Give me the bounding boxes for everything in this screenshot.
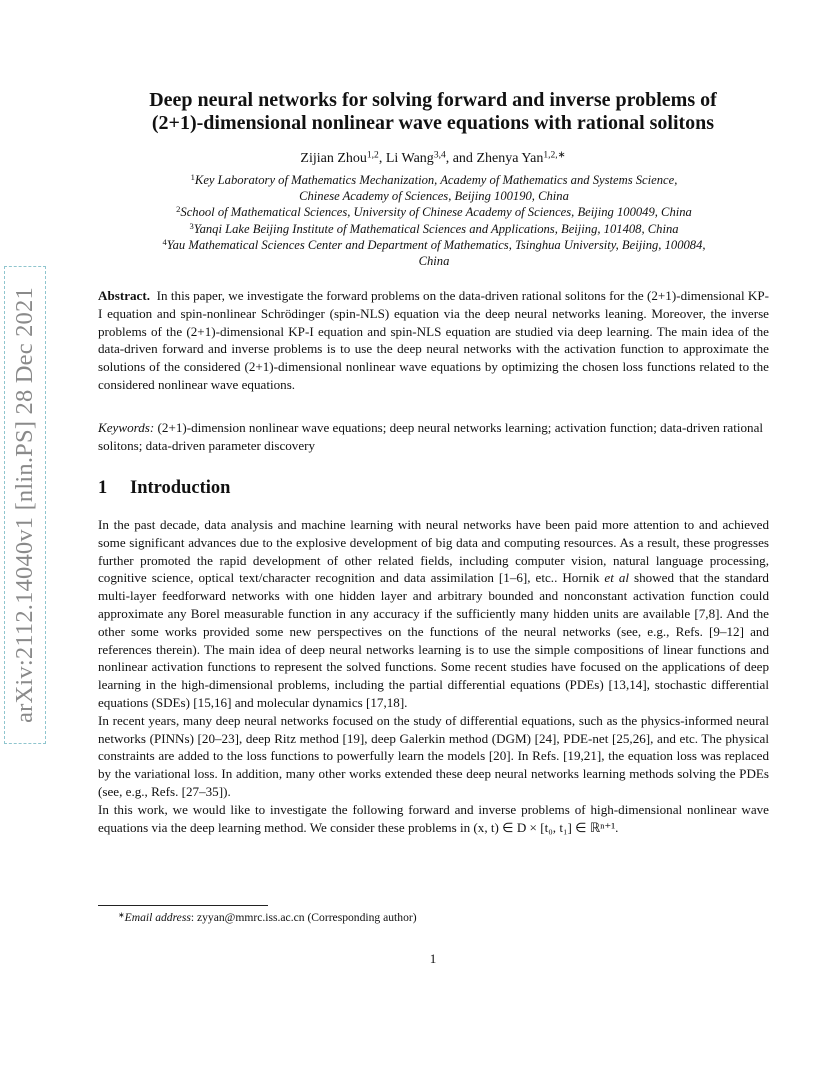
author-name: Zijian Zhou bbox=[300, 151, 367, 166]
affiliation-line bbox=[116, 188, 752, 204]
section-heading bbox=[98, 478, 230, 499]
abstract-text: In this paper, we investigate the forward problems on the data-driven rational solitons for the (2+1)-dimensional KP-I equation and spin-nonlinear Schrödinger (spin-NLS) equation via the deep neural networks leaning. Moreover, the inverse problems of the (2+1)-dimensional KP-I equation and spin-NLS equation are studied via deep learning. The main idea of the data-driven forward and inverse problems is to use the deep neural networks with the activation function to approximate the solutions of the considered (2+1)-dimensional nonlinear wave equations by optimizing the chosen loss functions related to the considered nonlinear wave equations. bbox=[98, 288, 770, 392]
paragraph-text: In this work, we would like to investigate the following forward and inverse problems of high-dimensional nonlinear wave equations via the deep learning method. We consider these problems in bbox=[98, 801, 769, 835]
affiliation-text: School of Mathematical Sciences, University of Chinese Academy of Sciences, Beijing 100049, China bbox=[180, 205, 692, 220]
section-number: 1 bbox=[98, 478, 108, 498]
author-affil-mark: 1,2,∗ bbox=[543, 150, 566, 161]
paragraph-text: showed that the standard multi-layer feedforward networks with one hidden layer and arbitrary bounded and nonconstant activation function could approximate any Borel measurable function in any accuracy if the sufficiently many hidden units are available [7,8]. And the other some works provided some new perspectives on the functions of the neural networks (see, e.g., Refs. [9–12] and references therein). The main idea of deep neural networks learning is to use the simple compositions of linear functions and nonlinear activation functions to represent the solved functions. Some recent studies have focused on the applications of deep learning in the high-dimensional problems, including the partial differential equations (PDEs) [13,14], stochastic differential equations (SDEs) [15,16] and molecular dynamics [17,18]. bbox=[98, 570, 769, 710]
paragraph-emphasis: et al bbox=[604, 570, 630, 586]
keywords-text: (2+1)-dimension nonlinear wave equations; deep neural networks learning; activation function; data-driven rational solitons; data-driven parameter discovery bbox=[98, 420, 764, 453]
author-name: Zhenya Yan bbox=[476, 151, 544, 166]
author-name: Li Wang bbox=[385, 151, 434, 166]
affiliation-number: 3 bbox=[189, 220, 194, 231]
author-separator: , and bbox=[445, 151, 477, 166]
paragraph-text: In the past decade, data analysis and machine learning with neural networks have been paid more attention to and achieved some significant advances due to the explosive development of big data and computing resources. As a result, these progresses further promoted the rapid development of other related fields, including computer vision, natural language processing, cognitive science, optical text/character recognition and data assimilation [1–6], etc.. Hornik bbox=[98, 517, 769, 586]
footnote-rule bbox=[98, 905, 268, 906]
arxiv-sidebar bbox=[4, 266, 46, 744]
affiliation-number: 2 bbox=[176, 204, 181, 215]
author-affil-mark: 3,4 bbox=[433, 150, 446, 161]
author-affil-mark: 1,2 bbox=[366, 150, 379, 161]
section-title: Introduction bbox=[130, 478, 231, 498]
title-line-1: Deep neural networks for solving forward and inverse problems of bbox=[149, 89, 717, 111]
affiliations bbox=[116, 172, 752, 269]
affiliation-line bbox=[116, 221, 752, 237]
paragraph bbox=[98, 801, 769, 837]
author-list bbox=[90, 150, 776, 168]
affiliation-number: 1 bbox=[190, 172, 195, 183]
footnote-text: : zyyan@mmrc.iss.ac.cn (Corresponding author) bbox=[190, 911, 417, 924]
keywords bbox=[98, 419, 769, 455]
paragraph: In recent years, many deep neural networks focused on the study of differential equations, such as the physics-informed neural networks (PINNs) [20–23], deep Ritz method [19], deep Galerkin method (DGM) [24], PDE-net [25,26], and etc. The physical constraints are added to the loss functions to powerfully learn the models [20]. In Refs. [19,21], the equation loss was replaced by the variational loss. In addition, many other works extended these deep neural networks learning methods solving the PDEs (see, e.g., Refs. [27–35]). bbox=[98, 712, 769, 799]
affiliation-line bbox=[116, 237, 752, 253]
abstract bbox=[98, 287, 769, 394]
affiliation-text: Key Laboratory of Mathematics Mechanization, Academy of Mathematics and Systems Science, bbox=[194, 173, 678, 187]
inline-math: (x, t) ∈ D × [t₀, t₁] ∈ ℝⁿ⁺¹ bbox=[473, 819, 616, 835]
page-number: 1 bbox=[429, 951, 437, 966]
paragraph bbox=[98, 516, 769, 712]
affiliation-line bbox=[116, 253, 752, 269]
paper-title bbox=[90, 89, 776, 135]
arxiv-identifier[interactable]: arXiv:2112.14040v1 [nlin.PS] 28 Dec 2021 bbox=[11, 287, 38, 723]
affiliation-text: Yau Mathematical Sciences Center and Department of Mathematics, Tsinghua University, Beijing, 100084, bbox=[166, 237, 706, 252]
footnote-mark: ∗ bbox=[118, 910, 125, 920]
title-line-2: (2+1)-dimensional nonlinear wave equations with rational solitons bbox=[151, 112, 715, 134]
paragraph-text: . bbox=[615, 819, 619, 835]
footnote bbox=[118, 910, 417, 925]
affiliation-text: Yanqi Lake Beijing Institute of Mathematical Sciences and Applications, Beijing, 101408, China bbox=[193, 221, 679, 236]
abstract-label: Abstract. bbox=[98, 288, 150, 303]
affiliation-text: Chinese Academy of Sciences, Beijing 100190, China bbox=[299, 189, 569, 204]
affiliation-line bbox=[116, 172, 752, 188]
affiliation-line bbox=[116, 204, 752, 220]
affiliation-text: China bbox=[418, 254, 450, 269]
keywords-label: Keywords: bbox=[98, 420, 155, 435]
affiliation-number: 4 bbox=[162, 236, 167, 247]
author-separator: , bbox=[378, 151, 386, 166]
introduction-body bbox=[98, 516, 769, 836]
footnote-label: Email address bbox=[124, 911, 191, 924]
